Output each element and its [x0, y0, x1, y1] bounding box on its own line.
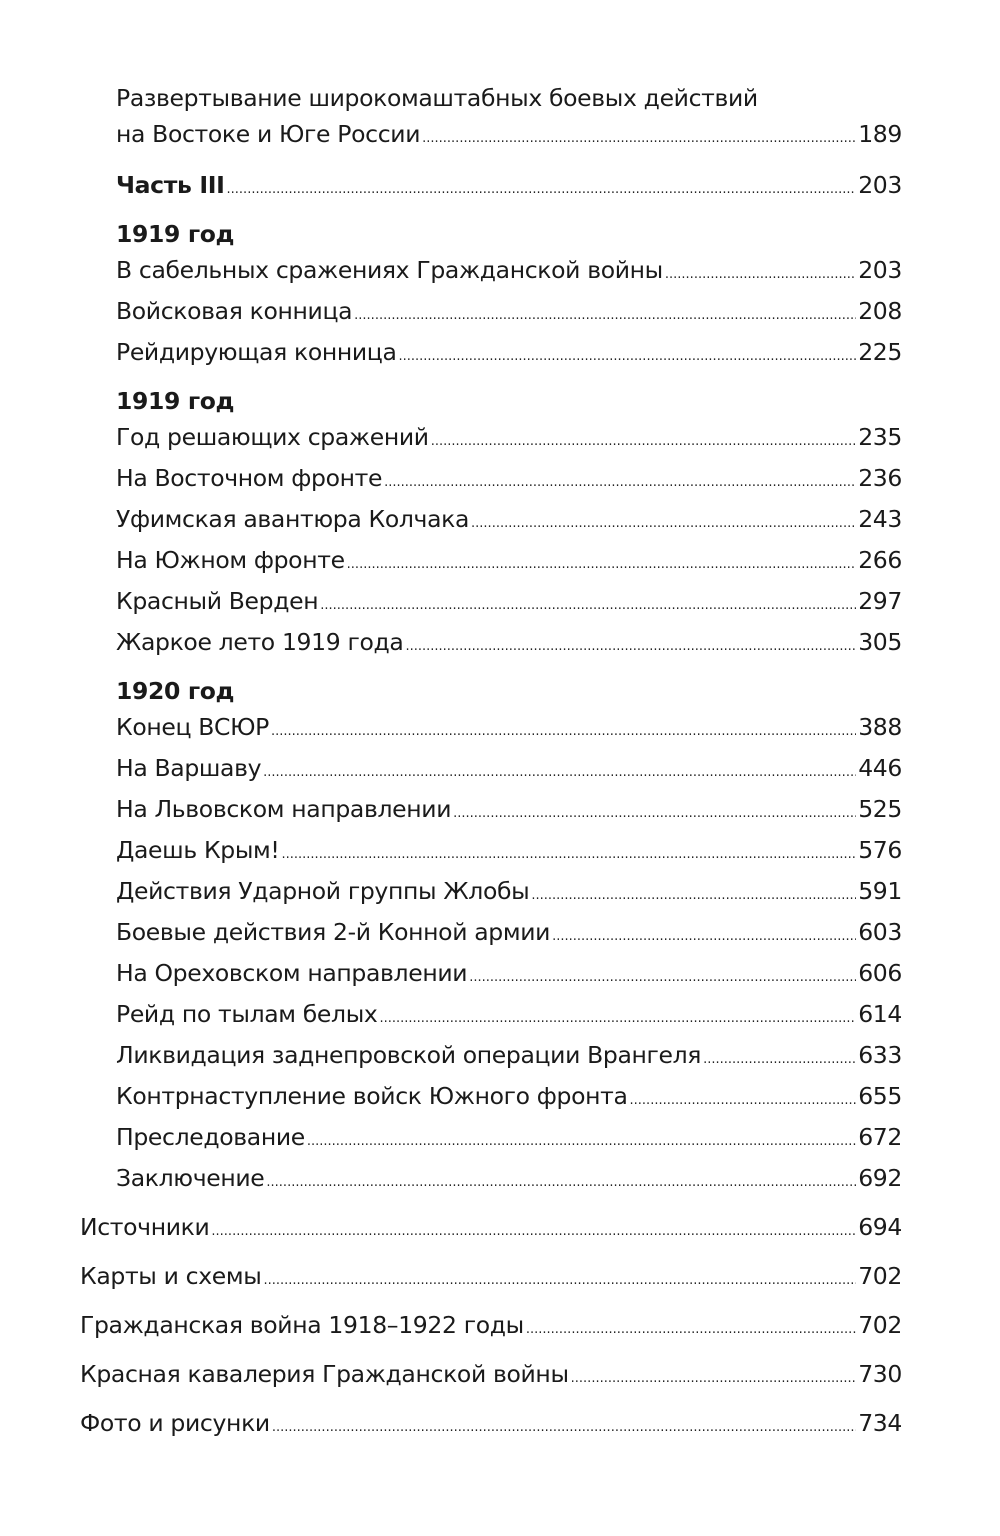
toc-entry[interactable]	[80, 1160, 902, 1201]
section-heading: 1919 год	[116, 387, 235, 415]
toc-page-number: 305	[858, 628, 902, 656]
toc-page-number: 692	[858, 1164, 902, 1192]
leader-dots	[422, 121, 856, 157]
toc-page-number: 702	[858, 1311, 902, 1339]
appendix-list	[80, 1209, 902, 1446]
leader-dots	[271, 714, 856, 750]
toc-entry[interactable]	[80, 1307, 902, 1348]
toc-entry[interactable]	[80, 873, 902, 914]
toc-page-number: 694	[858, 1213, 902, 1241]
toc-entry[interactable]	[80, 1037, 902, 1078]
toc-entry[interactable]	[80, 460, 902, 501]
leader-dots	[531, 878, 856, 914]
section-heading: 1919 год	[116, 220, 235, 248]
toc-entry[interactable]	[80, 1258, 902, 1299]
toc-entry[interactable]	[80, 334, 902, 375]
toc-page-number: 734	[858, 1409, 902, 1437]
toc-entry[interactable]	[80, 624, 902, 665]
toc-entry-label: Действия Ударной группы Жлобы	[116, 877, 530, 905]
leader-dots	[399, 339, 857, 375]
leader-dots	[703, 1042, 856, 1078]
toc-page-number: 633	[858, 1041, 902, 1069]
toc-page-number: 203	[858, 256, 902, 284]
toc-page-number: 208	[858, 297, 902, 325]
toc-entry-label: Фото и рисунки	[80, 1409, 270, 1437]
toc-entry-label: На Южном фронте	[116, 546, 345, 574]
leader-dots	[665, 257, 856, 293]
leader-dots	[431, 424, 856, 460]
toc-entry[interactable]	[80, 1078, 902, 1119]
leader-dots	[347, 547, 857, 583]
toc-page-number: 235	[858, 423, 902, 451]
leader-dots	[471, 506, 856, 542]
toc-entry[interactable]	[80, 791, 902, 832]
toc-page-number: 730	[858, 1360, 902, 1388]
toc-entry-label: Боевые действия 2-й Конной армии	[116, 918, 551, 946]
toc-entry-label: Источники	[80, 1213, 210, 1241]
toc-entry-label: В сабельных сражениях Гражданской войны	[116, 256, 663, 284]
leader-dots	[405, 629, 856, 665]
toc-entry-label: Преследование	[116, 1123, 305, 1151]
leader-dots	[263, 1263, 856, 1299]
toc-page-number: 591	[858, 877, 902, 905]
toc-entry[interactable]	[80, 293, 902, 334]
toc-page-number: 266	[858, 546, 902, 574]
toc-entry-label: Даешь Крым!	[116, 836, 280, 864]
section-list	[80, 709, 902, 1201]
leader-dots	[469, 960, 856, 996]
toc-page-number: 655	[858, 1082, 902, 1110]
toc-entry-label: Уфимская авантюра Колчака	[116, 505, 470, 533]
leader-dots	[552, 919, 856, 955]
toc-page-number: 203	[858, 171, 902, 199]
toc-entry-intro[interactable]	[80, 116, 902, 157]
table-of-contents	[80, 80, 902, 1454]
toc-entry-label: Контрнаступление войск Южного фронта	[116, 1082, 628, 1110]
leader-dots	[379, 1001, 856, 1037]
toc-entry-label: Рейдирующая конница	[116, 338, 397, 366]
toc-entry[interactable]	[80, 542, 902, 583]
toc-entry-label: на Востоке и Юге России	[116, 120, 421, 148]
toc-entry-label: Рейд по тылам белых	[116, 1000, 378, 1028]
leader-dots	[263, 755, 856, 791]
toc-page-number: 189	[858, 120, 902, 148]
toc-entry[interactable]	[80, 1119, 902, 1160]
section-heading: 1920 год	[116, 677, 235, 705]
toc-entry-label: Год решающих сражений	[116, 423, 429, 451]
toc-page-number: 603	[858, 918, 902, 946]
toc-part-label: Часть III	[116, 171, 225, 199]
leader-dots	[571, 1361, 857, 1397]
leader-dots	[354, 298, 856, 334]
leader-dots	[320, 588, 856, 624]
toc-entry-label: Заключение	[116, 1164, 265, 1192]
toc-entry[interactable]	[80, 709, 902, 750]
leader-dots	[630, 1083, 857, 1119]
toc-entry-label: Красный Верден	[116, 587, 319, 615]
toc-page-number: 614	[858, 1000, 902, 1028]
toc-page-number: 525	[858, 795, 902, 823]
toc-entry[interactable]	[80, 1209, 902, 1250]
leader-dots	[453, 796, 856, 832]
toc-page-number: 297	[858, 587, 902, 615]
toc-entry[interactable]	[80, 501, 902, 542]
toc-entry-intro-line1: Развертывание широкомаштабных боевых действий	[116, 84, 758, 112]
toc-entry-label: Ликвидация заднепровской операции Врангеля	[116, 1041, 702, 1069]
toc-page-number: 225	[858, 338, 902, 366]
toc-entry-label: Карты и схемы	[80, 1262, 262, 1290]
toc-page-number: 672	[858, 1123, 902, 1151]
toc-page-number: 446	[858, 754, 902, 782]
leader-dots	[272, 1410, 856, 1446]
leader-dots	[282, 837, 857, 873]
toc-entry[interactable]	[80, 583, 902, 624]
leader-dots	[266, 1165, 856, 1201]
leader-dots	[211, 1214, 856, 1250]
toc-page-number: 243	[858, 505, 902, 533]
toc-entry-label: Конец ВСЮР	[116, 713, 269, 741]
toc-part-heading[interactable]	[80, 167, 902, 208]
leader-dots	[384, 465, 856, 501]
toc-entry-label: На Восточном фронте	[116, 464, 383, 492]
toc-entry-label: На Варшаву	[116, 754, 262, 782]
toc-entry[interactable]	[80, 750, 902, 791]
toc-page-number: 236	[858, 464, 902, 492]
toc-entry[interactable]	[80, 996, 902, 1037]
leader-dots	[307, 1124, 856, 1160]
toc-page-number: 702	[858, 1262, 902, 1290]
toc-page-number: 606	[858, 959, 902, 987]
toc-entry-label: На Ореховском направлении	[116, 959, 468, 987]
toc-entry[interactable]	[80, 1356, 902, 1397]
leader-dots	[526, 1312, 856, 1348]
toc-entry-label: Жаркое лето 1919 года	[116, 628, 404, 656]
toc-entry-label: Гражданская война 1918–1922 годы	[80, 1311, 524, 1339]
toc-entry[interactable]	[80, 832, 902, 873]
toc-entry[interactable]	[80, 1405, 902, 1446]
toc-entry[interactable]	[80, 955, 902, 996]
section-list	[80, 419, 902, 665]
section-list	[80, 252, 902, 375]
toc-entry-label: Войсковая конница	[116, 297, 353, 325]
toc-entry[interactable]	[80, 419, 902, 460]
toc-page-number: 576	[858, 836, 902, 864]
toc-entry[interactable]	[80, 914, 902, 955]
toc-entry-label: На Львовском направлении	[116, 795, 452, 823]
toc-entry-label: Красная кавалерия Гражданской войны	[80, 1360, 569, 1388]
leader-dots	[227, 172, 857, 208]
toc-entry[interactable]	[80, 252, 902, 293]
toc-page-number: 388	[858, 713, 902, 741]
